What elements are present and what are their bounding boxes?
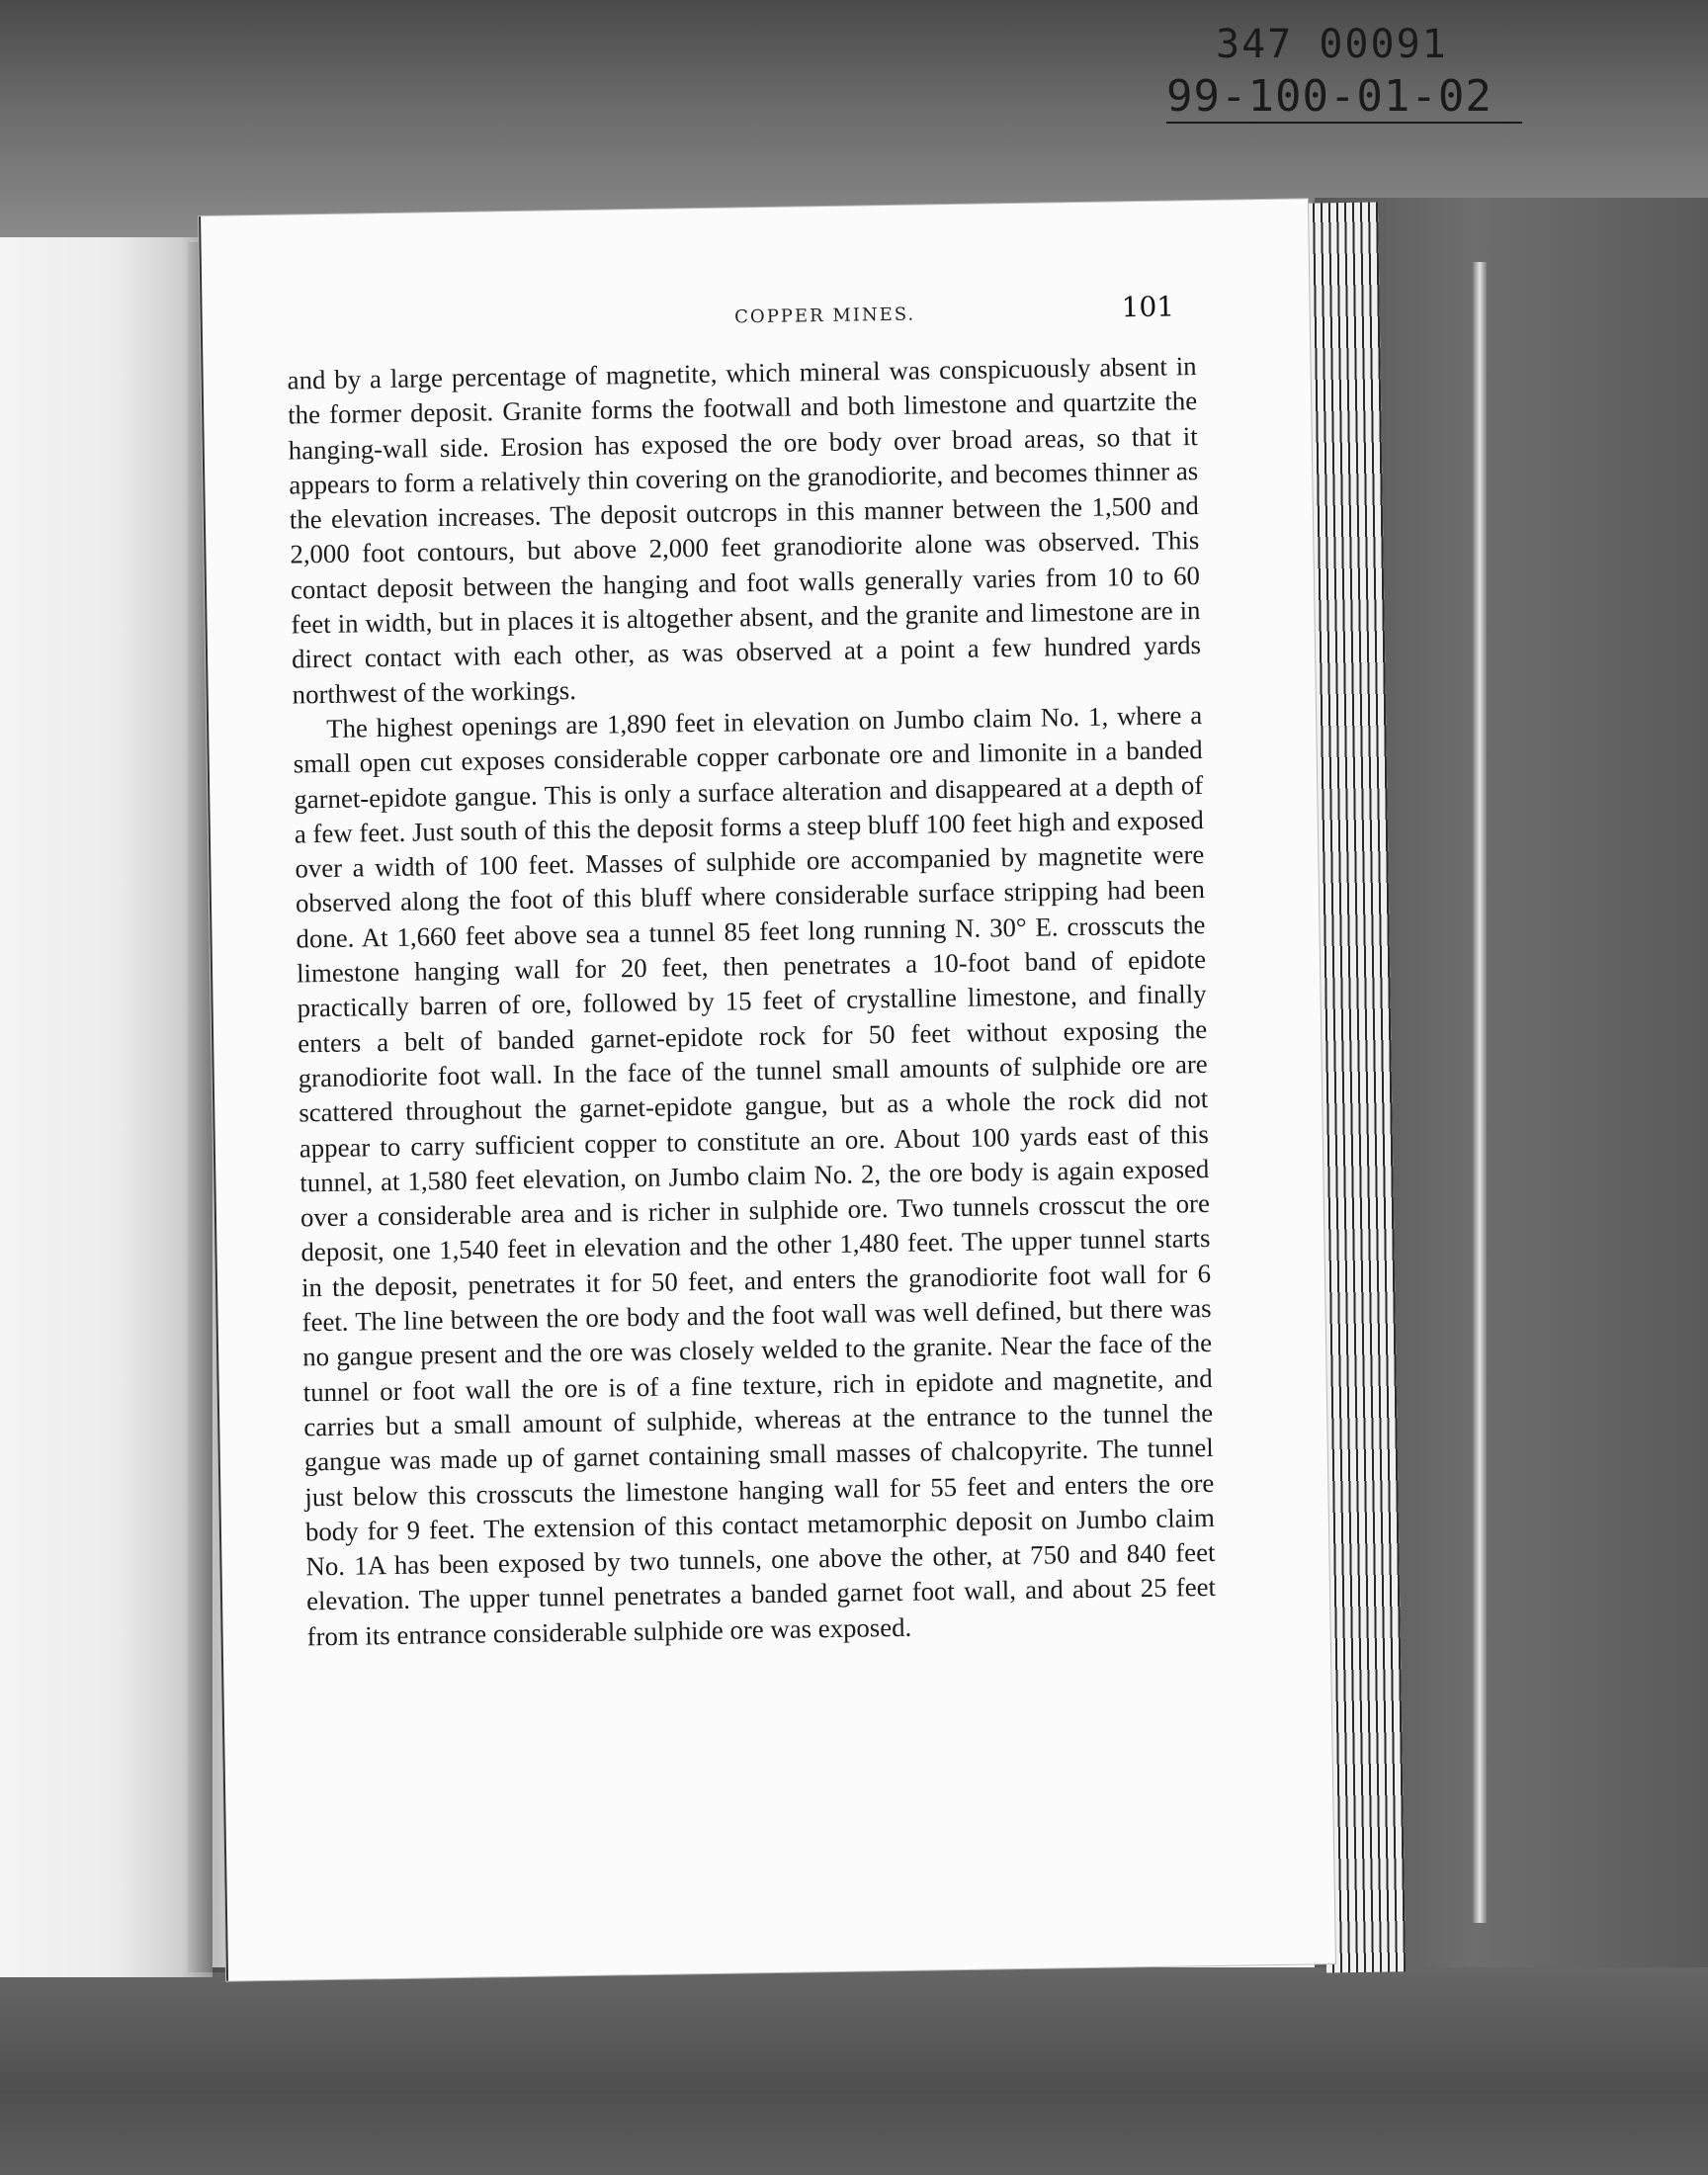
book-page [199,199,1335,1980]
annotation-line-2: 99-100-01-02 [1166,71,1522,124]
paragraph-2: The highest openings are 1,890 feet in elevation on Jumbo claim No. 1, where a small open cut exposes considerable copper carbonate ore and limonite in a banded garnet-epidote gangue. This is only a surface alteration and disappeared at a depth of a few feet. Just south of this the deposit forms a steep bluff 100 feet high and exposed over a width of 100 feet. Masses of sulphide ore accompanied by magnetite were observed along the foot of this bluff where considerable surface stripping had been done. At 1,660 feet above sea a tunnel 85 feet long running N. 30° E. crosscuts the limestone hanging wall for 20 feet, then penetrates a 10-foot band of epidote practically barren of ore, followed by 15 feet of crystalline limestone, and finally enters a belt of banded garnet-epidote rock for 50 feet without exposing the granodiorite foot wall. In the face of the tunnel small amounts of sulphide ore are scattered throughout the garnet-epidote gangue, but as a whole the rock did not appear to carry sufficient copper to constitute an ore. About 100 yards east of this tunnel, at 1,580 feet elevation, on Jumbo claim No. 2, the ore body is again exposed over a considerable area and is richer in sulphide ore. Two tunnels crosscut the ore deposit, one 1,540 feet in elevation and the other 1,480 feet. The upper tunnel starts in the deposit, penetrates it for 50 feet, and enters the granodiorite foot wall for 6 feet. The line between the ore body and the foot wall was well defined, but there was no gangue present and the ore was closely welded to the granite. Near the face of the tunnel or foot wall the ore is of a fine texture, rich in epidote and magnetite, and carries but a small amount of sulphide, whereas at the entrance to the tunnel the gangue was made up of garnet containing small masses of chalcopyrite. The tunnel just below this crosscuts the limestone hanging wall for 55 feet and enters the ore body for 9 feet. The extension of this contact metamorphic deposit on Jumbo claim No. 1A has been exposed by two tunnels, one above the other, at 750 and 840 feet elevation. The upper tunnel penetrates a banded garnet foot wall, and about 25 feet from its entrance considerable sulphide ore was exposed. [293,700,1217,1652]
annotation-line-1: 347 00091 [1216,22,1448,67]
facing-page-edge [0,237,213,1977]
running-head: COPPER MINES. [734,304,916,328]
handwritten-annotation [1156,22,1572,130]
page-body [287,349,1216,1654]
cover-edge-highlight [1473,262,1487,1923]
paragraph-1: and by a large percentage of magnetite, which mineral was conspicuously absent in the former deposit. Granite forms the footwall and both limestone and quartzite the hanging-wall side. Erosion has exposed the ore body over broad areas, so that it appears to form a relatively thin covering on the granodiorite, and becomes thinner as the elevation increases. The deposit outcrops in this manner between the 1,500 and 2,000 foot contours, but above 2,000 feet granodiorite alone was observed. This contact deposit between the hanging and foot walls generally varies from 10 to 60 feet in width, but in places it is altogether absent, and the granite and limestone are in direct contact with each other, as was observed at a point a few hundred yards northwest of the workings. [287,351,1202,710]
page-number: 101 [1121,290,1175,324]
scanner-shadow-bottom [0,1967,1708,2175]
